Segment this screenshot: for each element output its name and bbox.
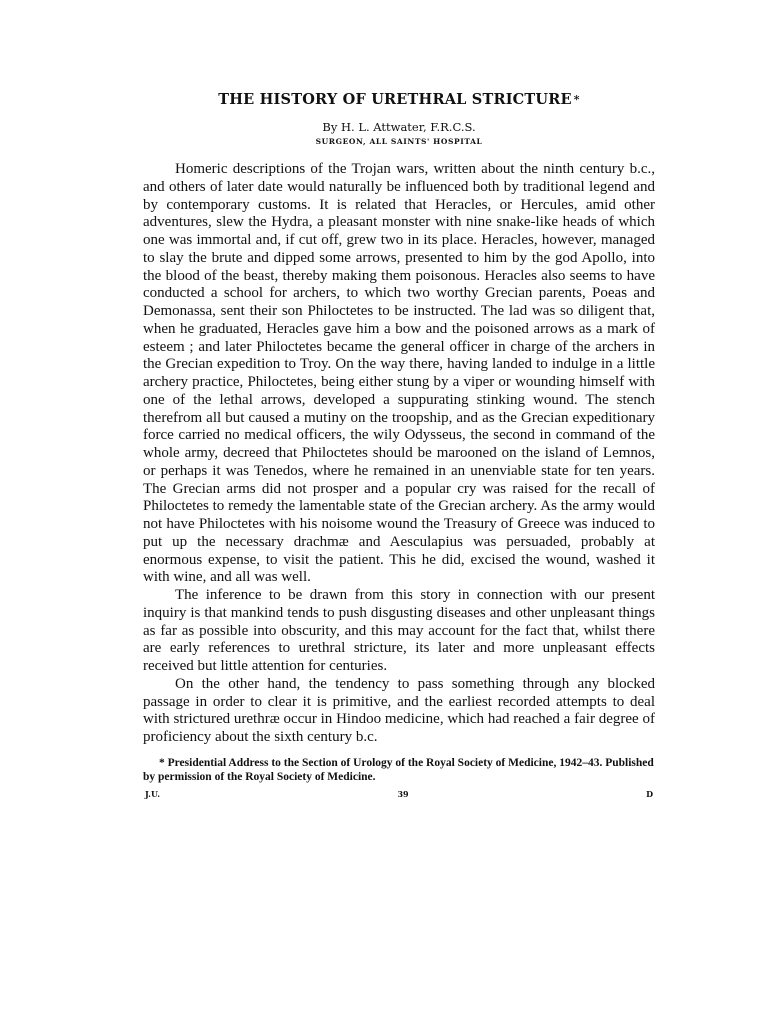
- body-paragraph-1: Homeric descriptions of the Trojan wars, written about the ninth century b.c., and others of later date would naturally be influenced both by traditional legend and by contemporary customs. It is related that Heracles, or Hercules, amid other adventures, slew the Hydra, a pleasant monster with nine snake-like heads of which one was immortal and, if cut off, grew two in its place. Heracles, however, managed to slay the brute and dipped some arrows, presented to him by the god Apollo, into the blood of the beast, thereby making them poisonous. Heracles also seems to have conducted a school for archers, to which two worthy Grecian parents, Poeas and Demonassa, sent their son Philoctetes to be instructed. The lad was so diligent that, when he graduated, Heracles gave him a bow and the poisoned arrows as a mark of esteem ; and later Philoctetes became the general officer in charge of the archers in the Grecian expedition to Troy. On the way there, having landed to indulge in a little archery practice, Philoctetes, being either stung by a viper or wounding himself with one of the lethal arrows, developed a suppurating stinking wound. The stench therefrom all but caused a mutiny on the troopship, and as the Grecian expeditionary force carried no medical officers, the wily Odysseus, the second in command of the whole army, decreed that Philoctetes should be marooned on the island of Lemnos, or perhaps it was Tenedos, where he remained in an unenviable state for ten years. The Grecian arms did not prosper and a popular cry was raised for the recall of Philoctetes to remedy the lamentable state of the Grecian archery. As the army would not have Philoctetes with his noisome wound the Treasury of Greece was induced to put up the necessary drachmæ and Aesculapius was persuaded, probably at enormous expense, to visit the patient. This he did, excised the wound, washed it with wine, and all was well.: [143, 161, 655, 586]
- article-page: [143, 90, 655, 799]
- article-title: [143, 90, 655, 110]
- title-footnote-mark: *: [573, 93, 580, 106]
- journal-abbrev: J.U.: [145, 788, 160, 799]
- author-byline: By H. L. Attwater, F.R.C.S.: [322, 120, 476, 134]
- body-paragraph-3: On the other hand, the tendency to pass something through any blocked passage in order to clear it is primitive, and the earliest recorded attempts to deal with strictured urethræ occur in Hindoo medicine, which had reached a fair degree of proficiency about the sixth century b.c.: [143, 675, 655, 745]
- title-text: THE HISTORY OF URETHRAL STRICTURE: [218, 91, 572, 108]
- page-number: 39: [397, 788, 409, 799]
- body-paragraph-2: The inference to be drawn from this story in connection with our present inquiry is that mankind tends to push disgusting diseases and other unpleasant things as far as possible into obscurity, and this may account for the fact that, whilst there are early references to urethral stricture, its later and more unpleasant effects received but little attention for centuries.: [143, 587, 655, 674]
- page-footer: [143, 789, 655, 799]
- signature-mark: D: [646, 788, 653, 799]
- author-affiliation: SURGEON, ALL SAINTS' HOSPITAL: [315, 137, 483, 146]
- footnote: * Presidential Address to the Section of Urology of the Royal Society of Medicine, 1942–43. Published by permission of the Royal Society of Medicine.: [143, 756, 654, 783]
